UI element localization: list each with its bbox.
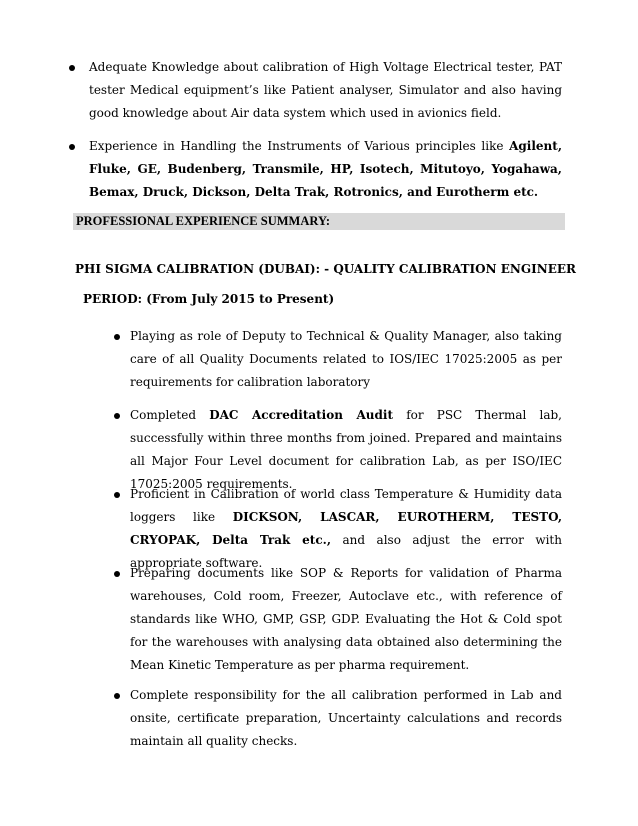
text-run: Experience in Handling the Instruments of Various principles like	[89, 139, 510, 153]
bullet-dot-icon	[69, 65, 75, 71]
bullet-item	[89, 56, 562, 125]
bullet-text	[130, 325, 562, 394]
bullet-item	[130, 562, 562, 677]
section-heading: PROFESSIONAL EXPERIENCE SUMMARY:	[73, 213, 565, 230]
bold-text-run: DICKSON, LASCAR, EUROTHERM, TESTO, CRYOPAK, Delta Trak etc.,	[130, 510, 562, 547]
text-run: Playing as role of Deputy to Technical & Quality Manager, also taking care of all Quality Documents related to IOS/IEC 17025:2005 as per requirements for calibration laboratory	[130, 329, 562, 389]
bullet-text	[89, 56, 562, 125]
bullet-dot-icon	[114, 693, 120, 699]
text-run: Completed	[130, 408, 210, 422]
bold-text-run: Agilent, Fluke, GE, Budenberg, Transmile, HP, Isotech, Mitutoyo, Yogahawa, Bemax, Druck, Dickson, Delta Trak, Rotronics, and Eurotherm etc.	[89, 139, 562, 199]
bullet-dot-icon	[69, 144, 75, 150]
bullet-text	[130, 684, 562, 753]
bullet-text	[130, 562, 562, 677]
bullet-dot-icon	[114, 571, 120, 577]
bullet-item	[130, 684, 562, 753]
text-run: Complete responsibility for the all calibration performed in Lab and onsite, certificate preparation, Uncertainty calculations and records maintain all quality checks.	[130, 688, 562, 748]
text-run: Proficient in Calibration of world class Temperature & Humidity data loggers like	[130, 487, 562, 524]
company-line: PHI SIGMA CALIBRATION (DUBAI): - QUALITY CALIBRATION ENGINEER	[75, 262, 576, 276]
bullet-dot-icon	[114, 334, 120, 340]
period-line: PERIOD: (From July 2015 to Present)	[83, 292, 335, 306]
bold-text-run: DAC Accreditation Audit	[209, 408, 394, 422]
bullet-dot-icon	[114, 492, 120, 498]
text-run: Preparing documents like SOP & Reports for validation of Pharma warehouses, Cold room, Freezer, Autoclave etc., with reference of standards like WHO, GMP, GSP, GDP. Evaluating the Hot & Cold spot for the warehouses with analysing data obtained also determining the Mean Kinetic Temperature as per pharma requirement.	[130, 566, 562, 672]
bullet-dot-icon	[114, 413, 120, 419]
bullet-item	[89, 135, 562, 204]
bullet-text	[89, 135, 562, 204]
text-run: for PSC Thermal lab, successfully within three months from joined. Prepared and maintains all Major Four Level document for calibration Lab, as per ISO/IEC 17025:2005 requirements.	[130, 408, 562, 491]
text-run: and also adjust the error with appropriate software.	[130, 533, 562, 570]
bullet-item	[130, 325, 562, 394]
text-run: Adequate Knowledge about calibration of High Voltage Electrical tester, PAT tester Medical equipment’s like Patient analyser, Simulator and also having good knowledge about Air data system which used in avionics field.	[89, 60, 562, 120]
